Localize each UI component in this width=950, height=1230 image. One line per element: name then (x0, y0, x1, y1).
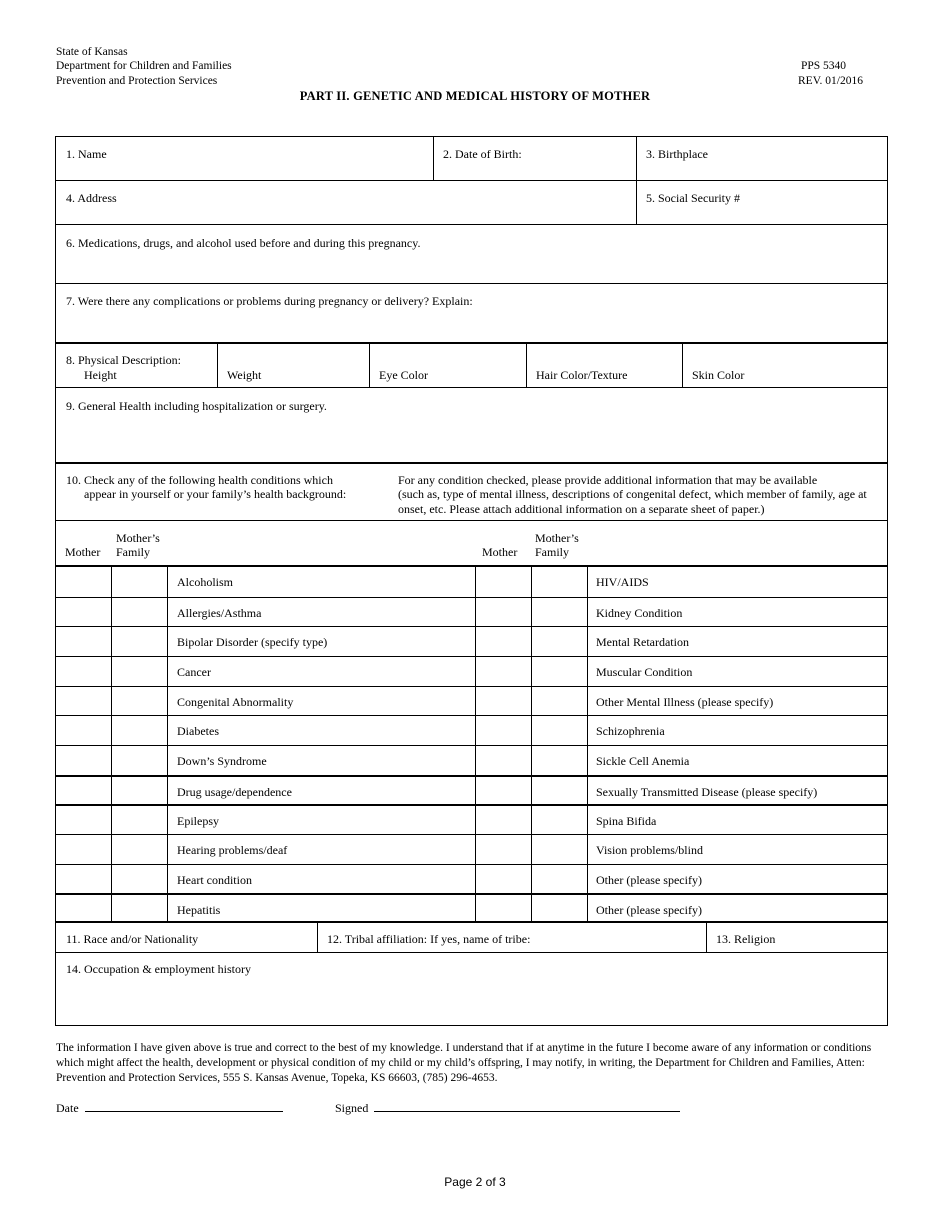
family-checkbox-left[interactable] (111, 895, 167, 923)
skin-color-label: Skin Color (692, 368, 745, 382)
declaration (56, 1041, 901, 1086)
family-checkbox-right[interactable] (531, 806, 587, 834)
col-family-left-line1: Mother’s (116, 531, 160, 545)
condition-row (56, 775, 887, 805)
family-checkbox-right[interactable] (531, 657, 587, 686)
condition-row (56, 834, 887, 864)
family-checkbox-right[interactable] (531, 777, 587, 805)
family-checkbox-left[interactable] (111, 777, 167, 805)
col-family-right-line1: Mother’s (535, 531, 579, 545)
signed-signature-field[interactable] (335, 1099, 680, 1116)
mother-checkbox-right[interactable] (475, 806, 531, 834)
condition-label-right: Sickle Cell Anemia (596, 754, 690, 769)
eye-color-label: Eye Color (379, 368, 428, 382)
dob-field[interactable] (433, 137, 636, 180)
family-checkbox-right[interactable] (531, 835, 587, 864)
family-checkbox-left[interactable] (111, 567, 167, 597)
complications-field[interactable] (55, 283, 888, 342)
family-checkbox-left[interactable] (111, 865, 167, 894)
religion-label: 13. Religion (716, 932, 776, 946)
occupation-label: 14. Occupation & employment history (66, 962, 251, 976)
occupation-field[interactable] (55, 952, 888, 1026)
condition-label-right: Schizophrenia (596, 724, 665, 739)
name-label: 1. Name (66, 147, 107, 161)
condition-label-right: Sexually Transmitted Disease (please specify) (596, 784, 818, 799)
condition-label-left: Allergies/Asthma (177, 605, 262, 620)
family-checkbox-right[interactable] (531, 746, 587, 775)
condition-row (56, 626, 887, 656)
skin-color-field[interactable] (682, 344, 887, 387)
mother-checkbox-right[interactable] (475, 835, 531, 864)
header-state: State of Kansas (56, 46, 128, 58)
header-division: Prevention and Protection Services (56, 75, 218, 87)
family-checkbox-left[interactable] (111, 716, 167, 745)
condition-row (56, 745, 887, 775)
medications-field[interactable] (55, 224, 888, 283)
religion-field[interactable] (706, 923, 887, 952)
eye-color-field[interactable] (369, 344, 526, 387)
conditions-instructions (55, 462, 888, 520)
condition-label-right: Mental Retardation (596, 635, 689, 650)
height-label: Height (84, 368, 117, 382)
birthplace-field[interactable] (636, 137, 887, 180)
page-number: Page 2 of 3 (444, 1175, 506, 1189)
ssn-field[interactable] (636, 181, 887, 224)
condition-label-left: Congenital Abnormality (177, 694, 294, 709)
condition-row (56, 893, 887, 923)
general-health-field[interactable] (55, 387, 888, 462)
tribal-label: 12. Tribal affiliation: If yes, name of tribe: (327, 932, 531, 946)
physical-description-label: 8. Physical Description: (66, 353, 181, 367)
dob-label: 2. Date of Birth: (443, 147, 522, 161)
page-title: PART II. GENETIC AND MEDICAL HISTORY OF MOTHER (299, 89, 651, 103)
mother-checkbox-right[interactable] (475, 598, 531, 627)
hair-label: Hair Color/Texture (536, 368, 628, 382)
mother-checkbox-left[interactable] (56, 567, 111, 597)
date-signature-field[interactable] (56, 1099, 283, 1116)
conditions-grid (55, 565, 888, 921)
condition-row (56, 597, 887, 627)
conditions-note-line2: (such as, type of mental illness, descriptions of congenital defect, which member of family, age at (398, 487, 867, 501)
mother-checkbox-left[interactable] (56, 806, 111, 834)
weight-label: Weight (227, 368, 262, 382)
mother-checkbox-left[interactable] (56, 777, 111, 805)
mother-checkbox-left[interactable] (56, 865, 111, 894)
hair-field[interactable] (526, 344, 682, 387)
condition-label-left: Epilepsy (177, 814, 219, 829)
family-checkbox-left[interactable] (111, 687, 167, 716)
mother-checkbox-right[interactable] (475, 657, 531, 686)
mother-checkbox-right[interactable] (475, 567, 531, 597)
form-revision: REV. 01/2016 (798, 75, 863, 87)
declaration-line3: Prevention and Protection Services, 555 S. Kansas Avenue, Topeka, KS 66603, (785) 296-4653. (56, 1072, 498, 1084)
mother-checkbox-right[interactable] (475, 716, 531, 745)
condition-label-left: Down’s Syndrome (177, 754, 267, 769)
condition-label-left: Heart condition (177, 872, 252, 887)
conditions-note-line1: For any condition checked, please provide additional information that may be available (398, 473, 818, 487)
condition-label-right: Muscular Condition (596, 665, 693, 679)
mother-checkbox-right[interactable] (475, 627, 531, 656)
mother-checkbox-left[interactable] (56, 598, 111, 627)
condition-label-left: Hepatitis (177, 903, 221, 918)
mother-checkbox-left[interactable] (56, 627, 111, 656)
mother-checkbox-right[interactable] (475, 746, 531, 775)
condition-label-left: Drug usage/dependence (177, 784, 292, 799)
family-checkbox-left[interactable] (111, 746, 167, 775)
family-checkbox-left[interactable] (111, 806, 167, 834)
row-address (55, 180, 888, 224)
col-mother-left: Mother (65, 545, 101, 559)
mother-checkbox-left[interactable] (56, 895, 111, 923)
height-field[interactable] (56, 344, 217, 387)
condition-label-right: Vision problems/blind (596, 843, 703, 858)
declaration-line2: which might affect the health, development or physical condition of my child or my child’s offspring, I may notify, in writing, the Department for Children and Families, Atten: (56, 1057, 865, 1069)
mother-checkbox-right[interactable] (475, 865, 531, 894)
condition-label-left: Bipolar Disorder (specify type) (177, 635, 328, 650)
mother-checkbox-left[interactable] (56, 716, 111, 745)
condition-row (56, 804, 887, 834)
mother-checkbox-left[interactable] (56, 835, 111, 864)
family-checkbox-right[interactable] (531, 627, 587, 656)
condition-label-right: Other (please specify) (596, 903, 702, 918)
date-label: Date (56, 1101, 79, 1115)
family-checkbox-left[interactable] (111, 657, 167, 686)
condition-label-right: Spina Bifida (596, 814, 657, 829)
mother-checkbox-right[interactable] (475, 777, 531, 805)
family-checkbox-right[interactable] (531, 567, 587, 597)
family-checkbox-left[interactable] (111, 598, 167, 627)
family-checkbox-right[interactable] (531, 716, 587, 745)
condition-row (56, 686, 887, 716)
weight-field[interactable] (217, 344, 369, 387)
mother-checkbox-right[interactable] (475, 895, 531, 923)
condition-label-left: Hearing problems/deaf (177, 843, 288, 858)
form-number: PPS 5340 (801, 60, 847, 72)
header-department: Department for Children and Families (56, 60, 232, 72)
condition-label-left: Alcoholism (177, 575, 233, 589)
family-checkbox-right[interactable] (531, 687, 587, 716)
mother-checkbox-left[interactable] (56, 746, 111, 775)
general-health-label: 9. General Health including hospitalization or surgery. (66, 399, 327, 413)
race-field[interactable] (56, 923, 317, 952)
history-form (55, 136, 888, 1026)
family-checkbox-left[interactable] (111, 627, 167, 656)
conditions-question-line1: 10. Check any of the following health conditions which (66, 473, 333, 487)
mother-checkbox-right[interactable] (475, 687, 531, 716)
condition-row (56, 864, 887, 894)
col-family-left-line2: Family (116, 545, 151, 559)
family-checkbox-right[interactable] (531, 895, 587, 923)
medications-label: 6. Medications, drugs, and alcohol used before and during this pregnancy. (66, 236, 421, 250)
condition-row (56, 656, 887, 686)
tribal-field[interactable] (317, 923, 706, 952)
condition-row (56, 715, 887, 745)
mother-checkbox-left[interactable] (56, 657, 111, 686)
condition-row (56, 567, 887, 597)
signed-label: Signed (335, 1101, 369, 1115)
address-field[interactable] (56, 181, 636, 224)
row-race-tribal-religion (55, 921, 888, 952)
birthplace-label: 3. Birthplace (646, 147, 708, 161)
condition-label-right: Kidney Condition (596, 605, 683, 620)
col-mother-right: Mother (482, 545, 518, 559)
conditions-note-line3: onset, etc. Please attach additional information on a separate sheet of paper.) (398, 502, 765, 516)
complications-label: 7. Were there any complications or problems during pregnancy or delivery? Explain: (66, 294, 473, 308)
conditions-column-headers (55, 520, 888, 565)
ssn-label: 5. Social Security # (646, 191, 740, 205)
col-family-right-line2: Family (535, 545, 570, 559)
date-line[interactable] (85, 1099, 283, 1112)
condition-label-right: HIV/AIDS (596, 575, 649, 589)
condition-label-right: Other (please specify) (596, 872, 702, 887)
condition-label-left: Cancer (177, 665, 211, 679)
condition-label-right: Other Mental Illness (please specify) (596, 694, 774, 709)
race-label: 11. Race and/or Nationality (66, 932, 199, 946)
address-label: 4. Address (66, 191, 117, 205)
family-checkbox-right[interactable] (531, 865, 587, 894)
conditions-question-line2: appear in yourself or your family’s health background: (84, 487, 347, 501)
family-checkbox-left[interactable] (111, 835, 167, 864)
family-checkbox-right[interactable] (531, 598, 587, 627)
condition-label-left: Diabetes (177, 724, 219, 739)
declaration-line1: The information I have given above is true and correct to the best of my knowledge. I understand that if at anytime in the future I become aware of any information or conditions (56, 1042, 872, 1054)
row-physical-description (55, 342, 888, 387)
mother-checkbox-left[interactable] (56, 687, 111, 716)
row-identity (55, 136, 888, 180)
name-field[interactable] (56, 137, 433, 180)
signed-line[interactable] (374, 1099, 680, 1112)
